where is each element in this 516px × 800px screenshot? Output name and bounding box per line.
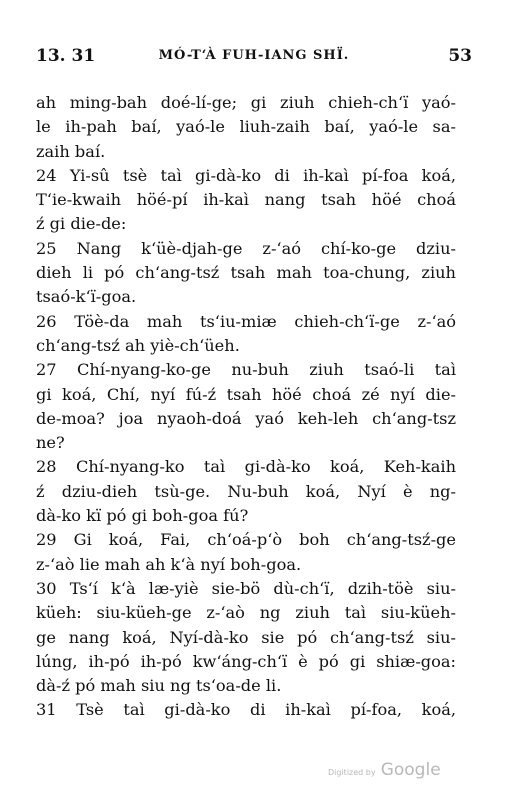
text-line: dà-ź pó mah siu ng ts‘oa-de li. xyxy=(36,676,282,696)
text-line: 24 Yi-sû tsè taì gi-dà-ko di ih-kaì pí-foa koá, xyxy=(36,165,456,185)
text-line: z-‘aò lie mah ah k‘à nyí boh-goa. xyxy=(36,554,302,574)
digitization-watermark xyxy=(328,760,441,780)
text-line: T‘ie-kwaih höé-pí ih-kaì nang tsah höé choá xyxy=(36,190,456,210)
text-line: ch‘ang-tsź ah yiè-ch‘üeh. xyxy=(36,335,240,355)
text-line: dieh li pó ch‘ang-tsź tsah mah toa-chung, ziuh xyxy=(36,263,456,283)
text-line: küeh: siu-küeh-ge z-‘aò ng ziuh taì siu-küeh- xyxy=(36,603,456,623)
text-line: ź dziu-dieh tsù-ge. Nu-buh koá, Nyí è ng- xyxy=(36,481,456,501)
text-line: 31 Tsè taì gi-dà-ko di ih-kaì pí-foa, koá, xyxy=(36,700,456,720)
running-head xyxy=(36,46,472,70)
book-title: MÓ-T‘À FUH-IANG SHÏ. xyxy=(158,48,350,63)
text-line: 25 Nang k‘üè-djah-ge z-‘aó chí-ko-ge dziu- xyxy=(36,238,456,258)
text-line: 27 Chí-nyang-ko-ge nu-buh ziuh tsaó-li taì xyxy=(36,360,456,380)
watermark-prefix: Digitized by xyxy=(328,768,376,777)
text-line: gi koá, Chí, nyí fú-ź tsah höé choá zé nyí die- xyxy=(36,384,456,404)
verse-reference: 13. 31 xyxy=(36,46,96,66)
text-line: ge nang koá, Nyí-dà-ko sie pó ch‘ang-tsź siu- xyxy=(36,627,456,647)
text-line: zaih baí. xyxy=(36,141,106,161)
text-line: de-moa? joa nyaoh-doá yaó keh-leh ch‘ang-tsz xyxy=(36,408,456,428)
text-line: ne? xyxy=(36,433,65,453)
text-line: ah ming-bah doé-lí-ge; gi ziuh chieh-ch‘ï yaó- xyxy=(36,93,456,112)
text-line: 26 Töè-da mah ts‘iu-miæ chieh-ch‘ï-ge z-‘aó xyxy=(36,311,456,331)
text-line: 30 Ts‘í k‘à læ-yiè sie-bö dù-ch‘ï, dzih-töè siu- xyxy=(36,578,456,598)
text-line: lúng, ih-pó ih-pó kw‘áng-ch‘ï è pó gi shiæ-goa: xyxy=(36,651,456,671)
watermark-logo: Google xyxy=(380,760,441,780)
page-number: 53 xyxy=(448,46,472,66)
text-line: ź gi die-de: xyxy=(36,214,127,234)
text-line: le ih-pah baí, yaó-le liuh-zaih baí, yaó-le sa- xyxy=(36,117,456,137)
text-line: 28 Chí-nyang-ko taì gi-dà-ko koá, Keh-kaih xyxy=(36,457,456,477)
text-line: 29 Gi koá, Fai, ch‘oá-p‘ò boh ch‘ang-tsź-ge xyxy=(36,530,456,550)
text-line: tsaó-k‘ï-goa. xyxy=(36,287,137,307)
body-text xyxy=(36,91,456,723)
text-line: dà-ko kï pó gi boh-goa fú? xyxy=(36,506,249,526)
